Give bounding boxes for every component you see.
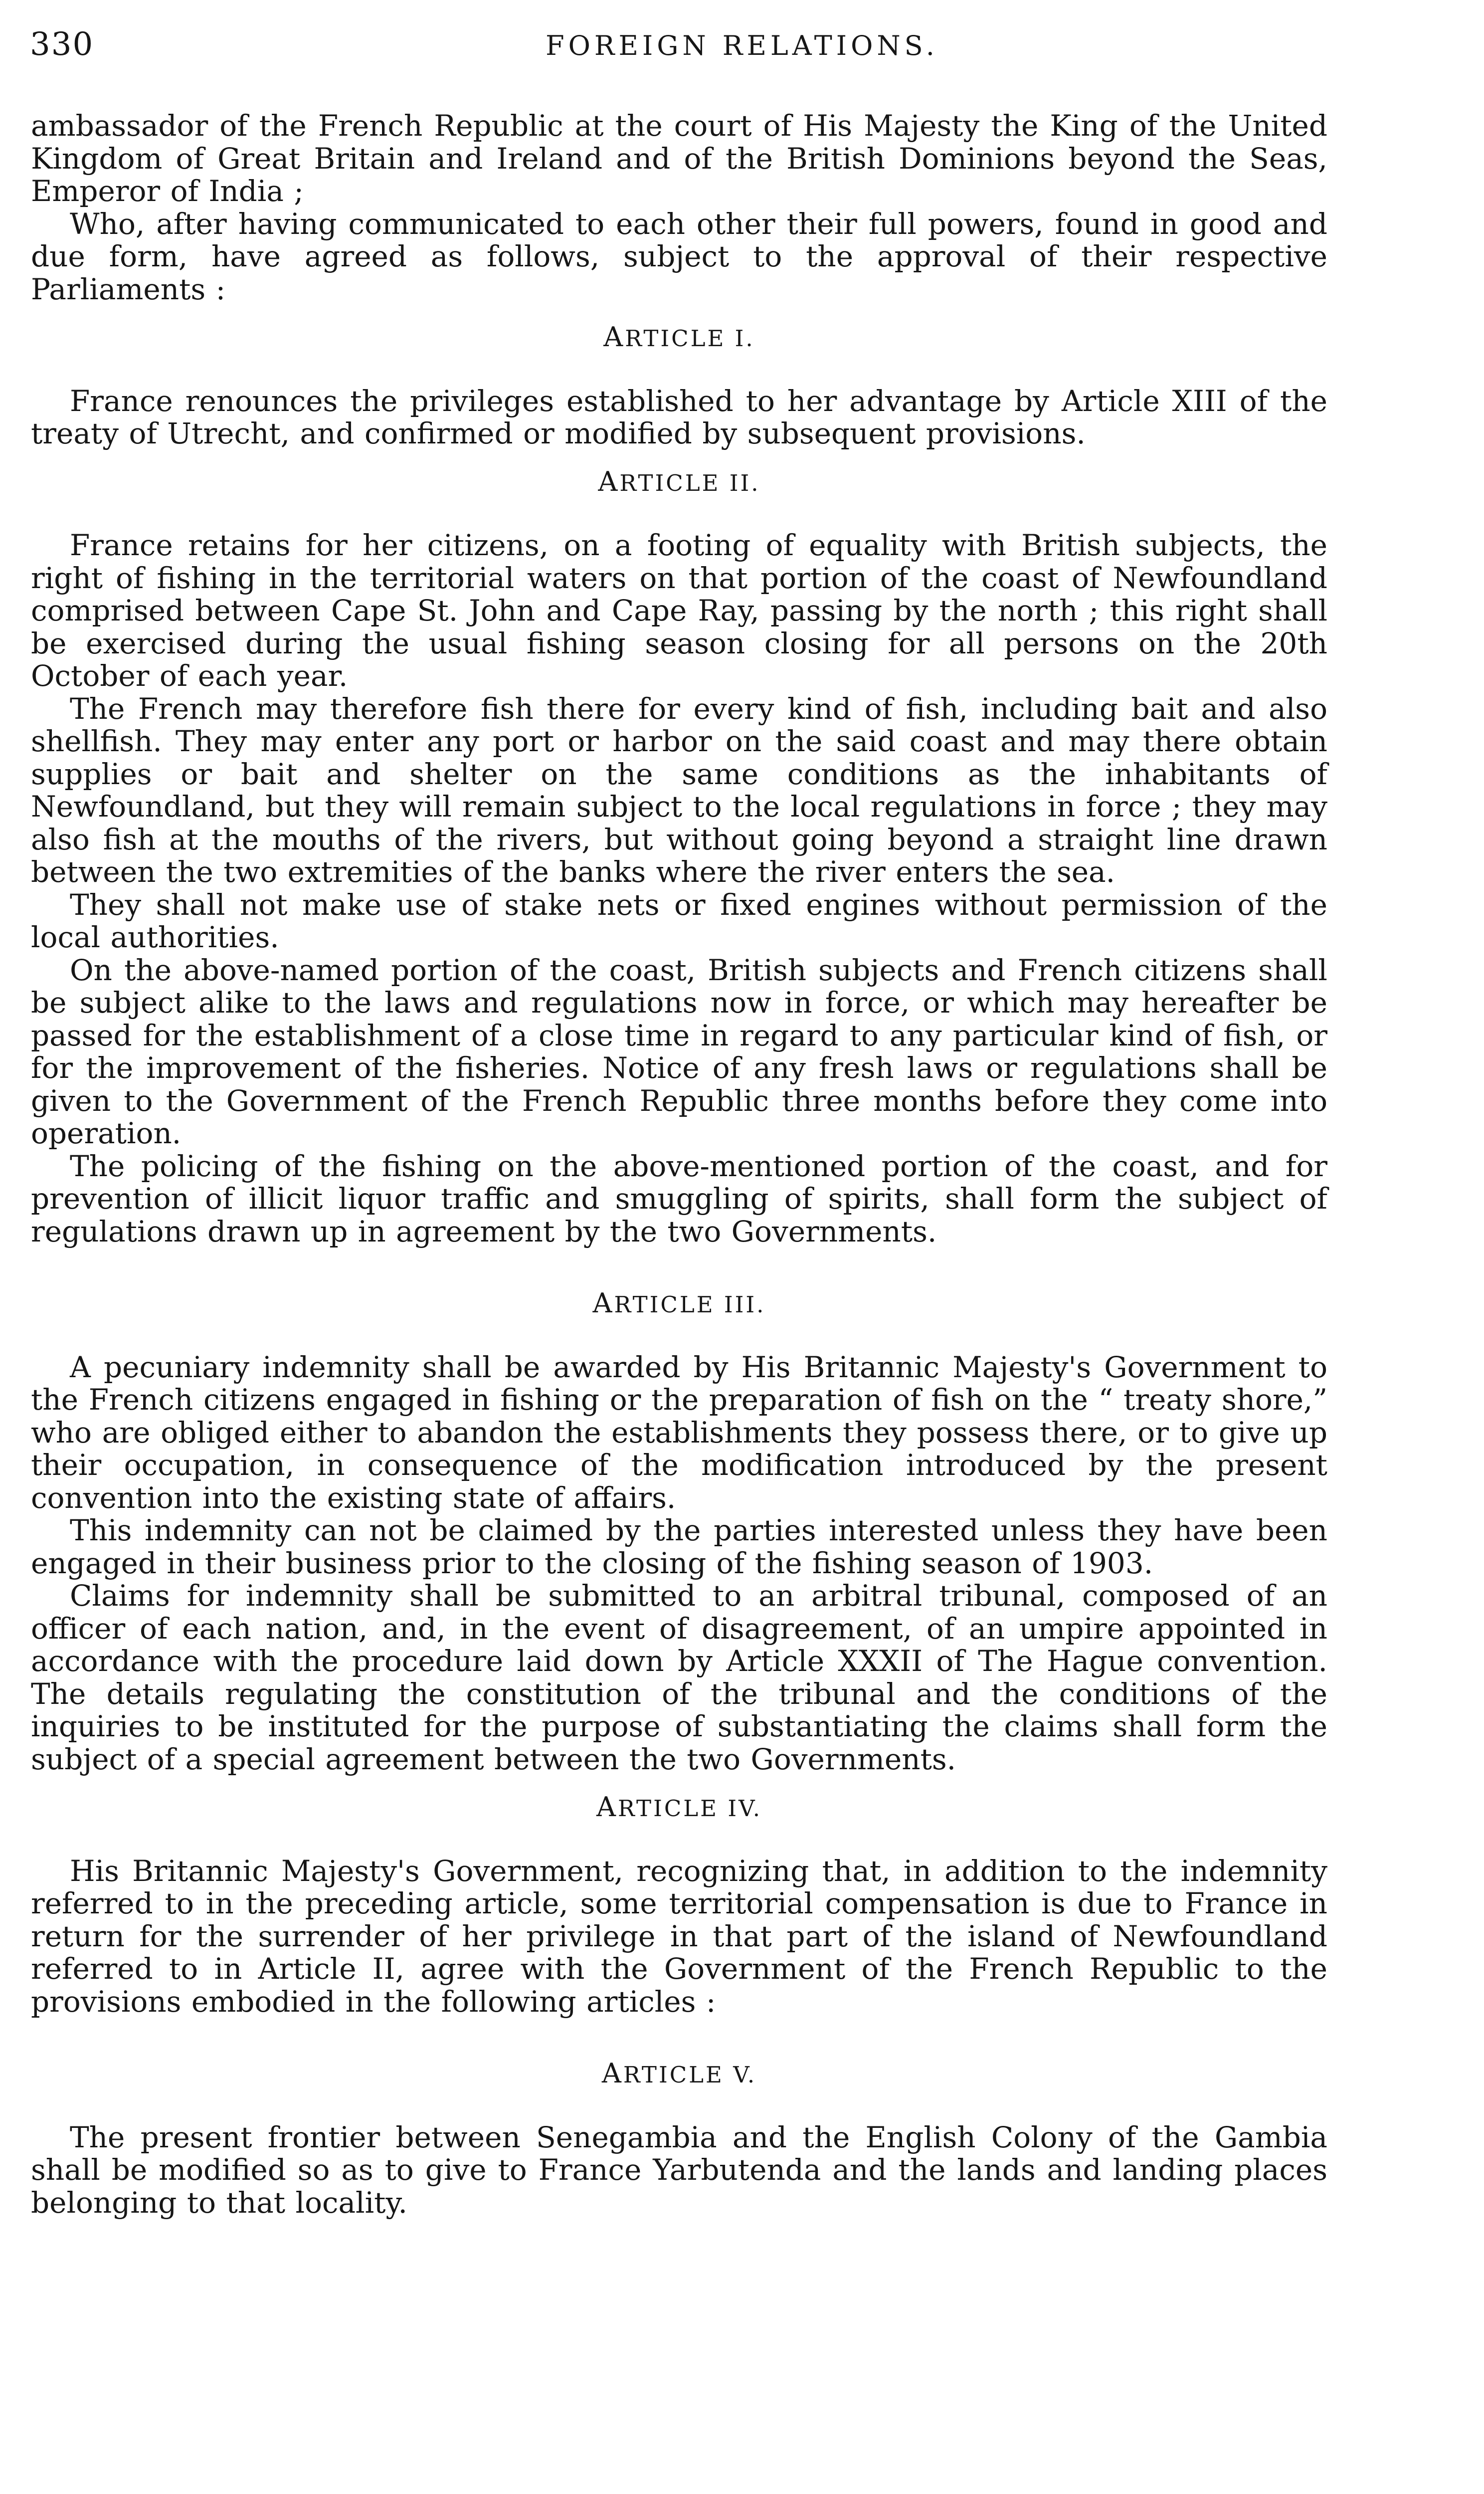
article-paragraph: This indemnity can not be claimed by the parties interested unless they have been engaged in their business prior to the closing of the fishing season of 1903. xyxy=(31,1513,1327,1580)
heading-rest: RTICLE IV. xyxy=(617,1795,762,1822)
heading-rest: RTICLE II. xyxy=(619,469,760,496)
intro-paragraph: ambassador of the French Republic at the court of His Majesty the King of the United Kingdom of Great Britain and Ireland and of the British Dominions beyond the Seas, Emperor of India ; xyxy=(31,109,1327,208)
article-paragraph: France retains for her citizens, on a footing of equality with British subjects, the right of fishing in the territorial waters on that portion of the coast of Newfoundland comprised between Cape St. John and Cape Ray, passing by the north ; this right shall be exercised during the usual fishing season closing for all persons on the 20th October of each year. xyxy=(31,528,1327,693)
heading-initial: A xyxy=(592,1287,614,1319)
article-paragraph: The French may therefore fish there for every kind of fish, including bait and also shellfish. They may enter any port or harbor on the said coast and may there obtain supplies or bait and shelter on the same conditions as the inhabitants of Newfoundland, but they will remain subject to the local regulations in force ; they may also fish at the mouths of the rivers, but without going beyond a straight line drawn between the two extremities of the banks where the river enters the sea. xyxy=(31,691,1327,889)
heading-rest: RTICLE V. xyxy=(623,2062,757,2088)
article-heading xyxy=(31,1791,1327,1825)
heading-rest: RTICLE III. xyxy=(614,1291,766,1318)
article-paragraph: They shall not make use of stake nets or fixed engines without permission of the local authorities. xyxy=(31,887,1327,954)
article-heading xyxy=(31,1287,1327,1321)
running-head xyxy=(30,26,1454,66)
body-text xyxy=(31,110,1327,2219)
article-heading xyxy=(31,2057,1327,2091)
article-paragraph: France renounces the privileges established to her advantage by Article XIII of the treaty of Utrecht, and confirmed or modified by subsequent provisions. xyxy=(31,384,1327,450)
article-paragraph: A pecuniary indemnity shall be awarded by His Britannic Majesty's Government to the French citizens engaged in fishing or the preparation of fish on the “ treaty shore,” who are obliged either to abandon the establishments they possess there, or to give up their occupation, in consequence of the modification introduced by the present convention into the existing state of affairs. xyxy=(31,1350,1327,1515)
heading-rest: RTICLE I. xyxy=(625,325,755,352)
heading-initial: A xyxy=(601,2058,623,2089)
article-paragraph: The present frontier between Senegambia and the English Colony of the Gambia shall be modified so as to give to France Yarbutenda and the lands and landing places belonging to that locality. xyxy=(31,2120,1327,2220)
heading-initial: A xyxy=(596,1791,618,1823)
article-paragraph: Claims for indemnity shall be submitted to an arbitral tribunal, composed of an officer of each nation, and, in the event of disagreement, of an umpire appointed in accordance with the procedure laid down by Article XXXII of The Hague convention. The details regulating the constitution of the tribunal and the conditions of the inquiries to be instituted for the purpose of substantiating the claims shall form the subject of a special agreement between the two Governments. xyxy=(31,1579,1327,1776)
page-number: 330 xyxy=(30,26,94,63)
article-paragraph: His Britannic Majesty's Government, recognizing that, in addition to the indemnity referred to in the preceding article, some territorial compensation is due to France in return for the surrender of her privilege in that part of the island of Newfoundland referred to in Article II, agree with the Government of the French Republic to the provisions embodied in the following articles : xyxy=(31,1854,1327,2019)
article-paragraph: On the above-named portion of the coast, British subjects and French citizens shall be subject alike to the laws and regulations now in force, or which may hereafter be passed for the establishment of a close time in regard to any particular kind of fish, or for the improvement of the fisheries. Notice of any fresh laws or regulations shall be given to the Government of the French Republic three months before they come into operation. xyxy=(31,953,1327,1150)
article-paragraph: The policing of the fishing on the above-mentioned portion of the coast, and for prevention of illicit liquor traffic and smuggling of spirits, shall form the subject of regulations drawn up in agreement by the two Governments. xyxy=(31,1149,1327,1248)
heading-initial: A xyxy=(598,465,620,497)
heading-initial: A xyxy=(603,321,625,353)
intro-paragraph: Who, after having communicated to each other their full powers, found in good and due form, have agreed as follows, subject to the approval of their respective Parliaments : xyxy=(31,207,1327,306)
article-heading xyxy=(31,321,1327,355)
running-title: FOREIGN RELATIONS. xyxy=(546,30,938,61)
article-heading xyxy=(31,465,1327,500)
